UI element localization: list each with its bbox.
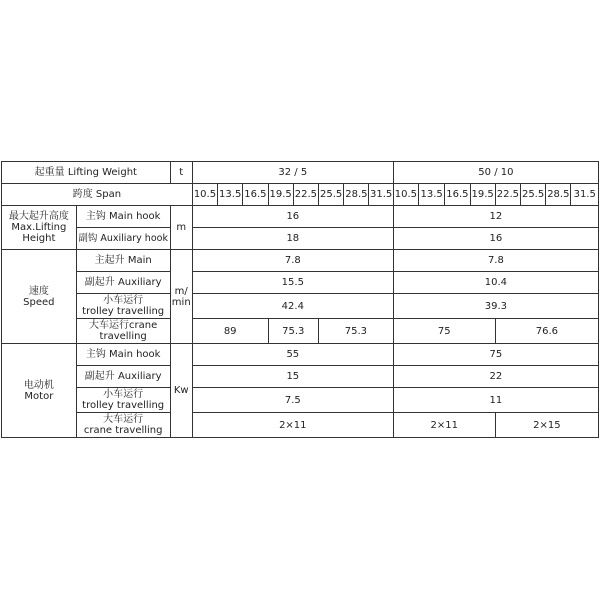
value-cell: 2×15 [495,413,598,438]
unit-t: t [170,162,192,184]
value-cell: 18 [192,228,393,250]
unit-m-min: m/ min [170,250,192,344]
value-cell: 75 [393,344,598,366]
span-label: 跨度 Span [2,184,193,206]
value-cell: 76.6 [495,319,598,344]
value-cell: 75 [393,319,495,344]
unit-kw: Kw [170,344,192,438]
motor-aux-label: 副起升 Auxiliary [76,366,170,388]
span-cell: 25.5 [319,184,344,206]
table-row [2,294,599,319]
speed-main-label: 主起升 Main [76,250,170,272]
value-cell: 55 [192,344,393,366]
speed-trolley-label: 小车运行 trolley travelling [76,294,170,319]
motor-label: 电动机 Motor [2,344,77,438]
table-row [2,366,599,388]
group-b-header: 50 / 10 [393,162,598,184]
value-cell: 2×11 [393,413,495,438]
value-cell: 42.4 [192,294,393,319]
motor-main-label: 主钩 Main hook [76,344,170,366]
value-cell: 10.4 [393,272,598,294]
lifting-height-label: 最大起升高度 Max.Lifting Height [2,206,77,250]
group-a-header: 32 / 5 [192,162,393,184]
table-row [2,388,599,413]
span-cell: 10.5 [192,184,217,206]
value-cell: 16 [393,228,598,250]
span-cell: 25.5 [520,184,545,206]
lifting-weight-label: 起重量 Lifting Weight [2,162,171,184]
spec-table [1,161,599,438]
value-cell: 7.8 [393,250,598,272]
span-cell: 16.5 [243,184,268,206]
span-cell: 16.5 [445,184,470,206]
speed-crane-label: 大车运行crane travelling [76,319,170,344]
motor-crane-label: 大车运行 crane travelling [76,413,170,438]
table-row [2,184,599,206]
table-row [2,272,599,294]
span-cell: 13.5 [419,184,445,206]
table-row [2,413,599,438]
span-cell: 22.5 [495,184,520,206]
value-cell: 75.3 [319,319,394,344]
span-cell: 22.5 [293,184,318,206]
value-cell: 15 [192,366,393,388]
value-cell: 7.8 [192,250,393,272]
span-cell: 31.5 [369,184,393,206]
value-cell: 22 [393,366,598,388]
value-cell: 12 [393,206,598,228]
motor-trolley-label: 小车运行 trolley travelling [76,388,170,413]
table-row [2,319,599,344]
value-cell: 11 [393,388,598,413]
table-row [2,162,599,184]
table-row [2,344,599,366]
table-row [2,250,599,272]
value-cell: 39.3 [393,294,598,319]
span-cell: 19.5 [268,184,293,206]
unit-m: m [170,206,192,250]
span-cell: 31.5 [571,184,599,206]
value-cell: 75.3 [268,319,318,344]
value-cell: 16 [192,206,393,228]
value-cell: 15.5 [192,272,393,294]
span-cell: 28.5 [344,184,369,206]
value-cell: 7.5 [192,388,393,413]
aux-hook-label: 副钩 Auxiliary hook [76,228,170,250]
table-row [2,206,599,228]
main-hook-label: 主钩 Main hook [76,206,170,228]
speed-label: 速度 Speed [2,250,77,344]
speed-aux-label: 副起升 Auxiliary [76,272,170,294]
span-cell: 28.5 [546,184,571,206]
table-row [2,228,599,250]
value-cell: 89 [192,319,268,344]
span-cell: 10.5 [393,184,418,206]
span-cell: 19.5 [470,184,495,206]
value-cell: 2×11 [192,413,393,438]
span-cell: 13.5 [218,184,243,206]
